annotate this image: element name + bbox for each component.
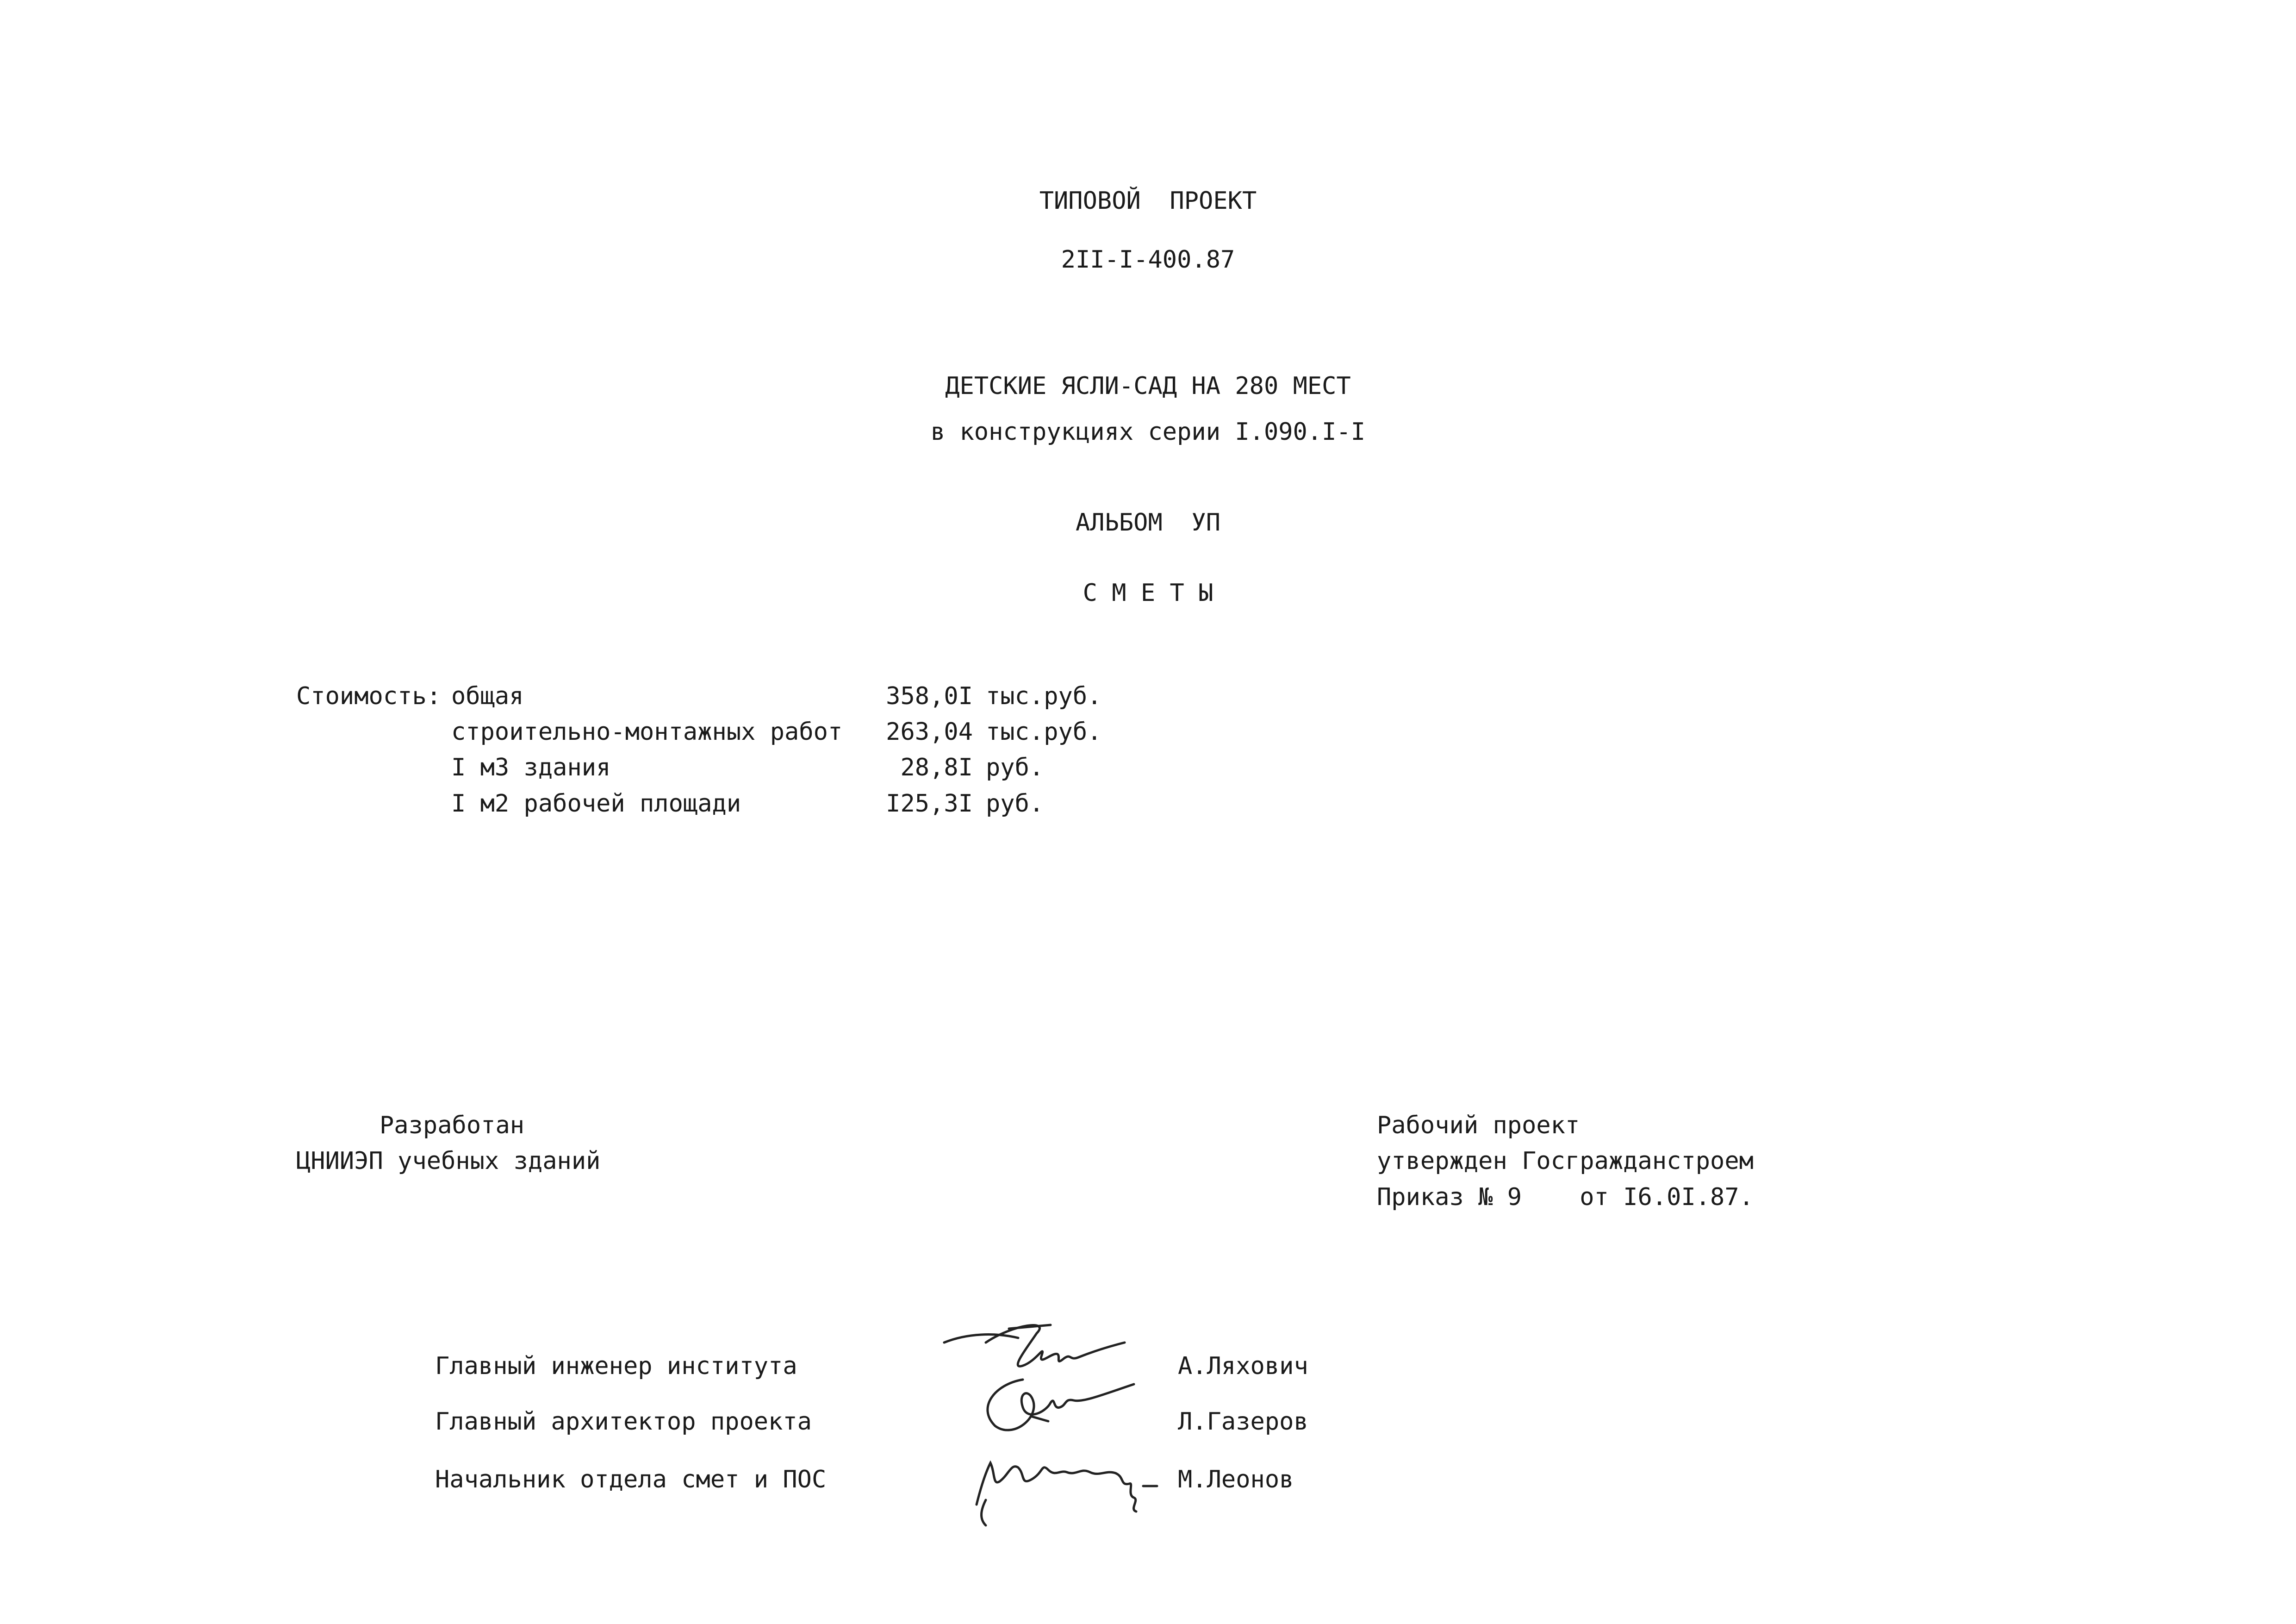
cost-unit: тыс.руб.	[986, 718, 1102, 746]
project-type-heading: ТИПОВОЙ ПРОЕКТ	[1039, 187, 1257, 215]
series-subtitle: в конструкциях серии I.090.I-I	[930, 418, 1366, 446]
cost-unit: руб.	[986, 790, 1044, 818]
document-title: ДЕТСКИЕ ЯСЛИ-САД НА 280 МЕСТ	[945, 372, 1351, 400]
cost-item: общая	[451, 682, 524, 710]
cost-value: I25,3I	[886, 790, 973, 818]
developer-label: Разработан	[380, 1112, 525, 1139]
signature-leonov	[967, 1435, 1199, 1528]
cost-unit: руб.	[986, 754, 1044, 781]
section-title: С М Е Т Ы	[1083, 579, 1213, 607]
approval-order: Приказ № 9 от I6.0I.87.	[1377, 1183, 1754, 1211]
cost-label: Стоимость:	[296, 682, 442, 710]
signatory-position: Главный инженер института	[435, 1352, 797, 1380]
cost-item: I м3 здания	[451, 754, 611, 781]
project-number: 2II-I-400.87	[1061, 246, 1235, 274]
cost-value: 358,0I	[886, 682, 973, 710]
signatory-name: А.Ляхович	[1178, 1352, 1308, 1380]
signatory-name: Л.Газеров	[1178, 1408, 1308, 1436]
album-label: АЛЬБОМ УП	[1075, 509, 1221, 537]
cost-unit: тыс.руб.	[986, 682, 1102, 710]
cost-item: строительно-монтажных работ	[451, 718, 843, 746]
developer-organization: ЦНИИЭП учебных зданий	[296, 1147, 601, 1175]
cost-item: I м2 рабочей площади	[451, 790, 741, 818]
cost-value: 28,8I	[900, 754, 973, 781]
signatory-position: Главный архитектор проекта	[435, 1408, 812, 1436]
cost-value: 263,04	[886, 718, 973, 746]
signatory-position: Начальник отдела смет и ПОС	[435, 1466, 827, 1493]
signatory-name: М.Леонов	[1178, 1466, 1294, 1493]
approval-line-1: Рабочий проект	[1377, 1112, 1580, 1139]
approval-line-2: утвержден Госгражданстроем	[1377, 1147, 1754, 1175]
